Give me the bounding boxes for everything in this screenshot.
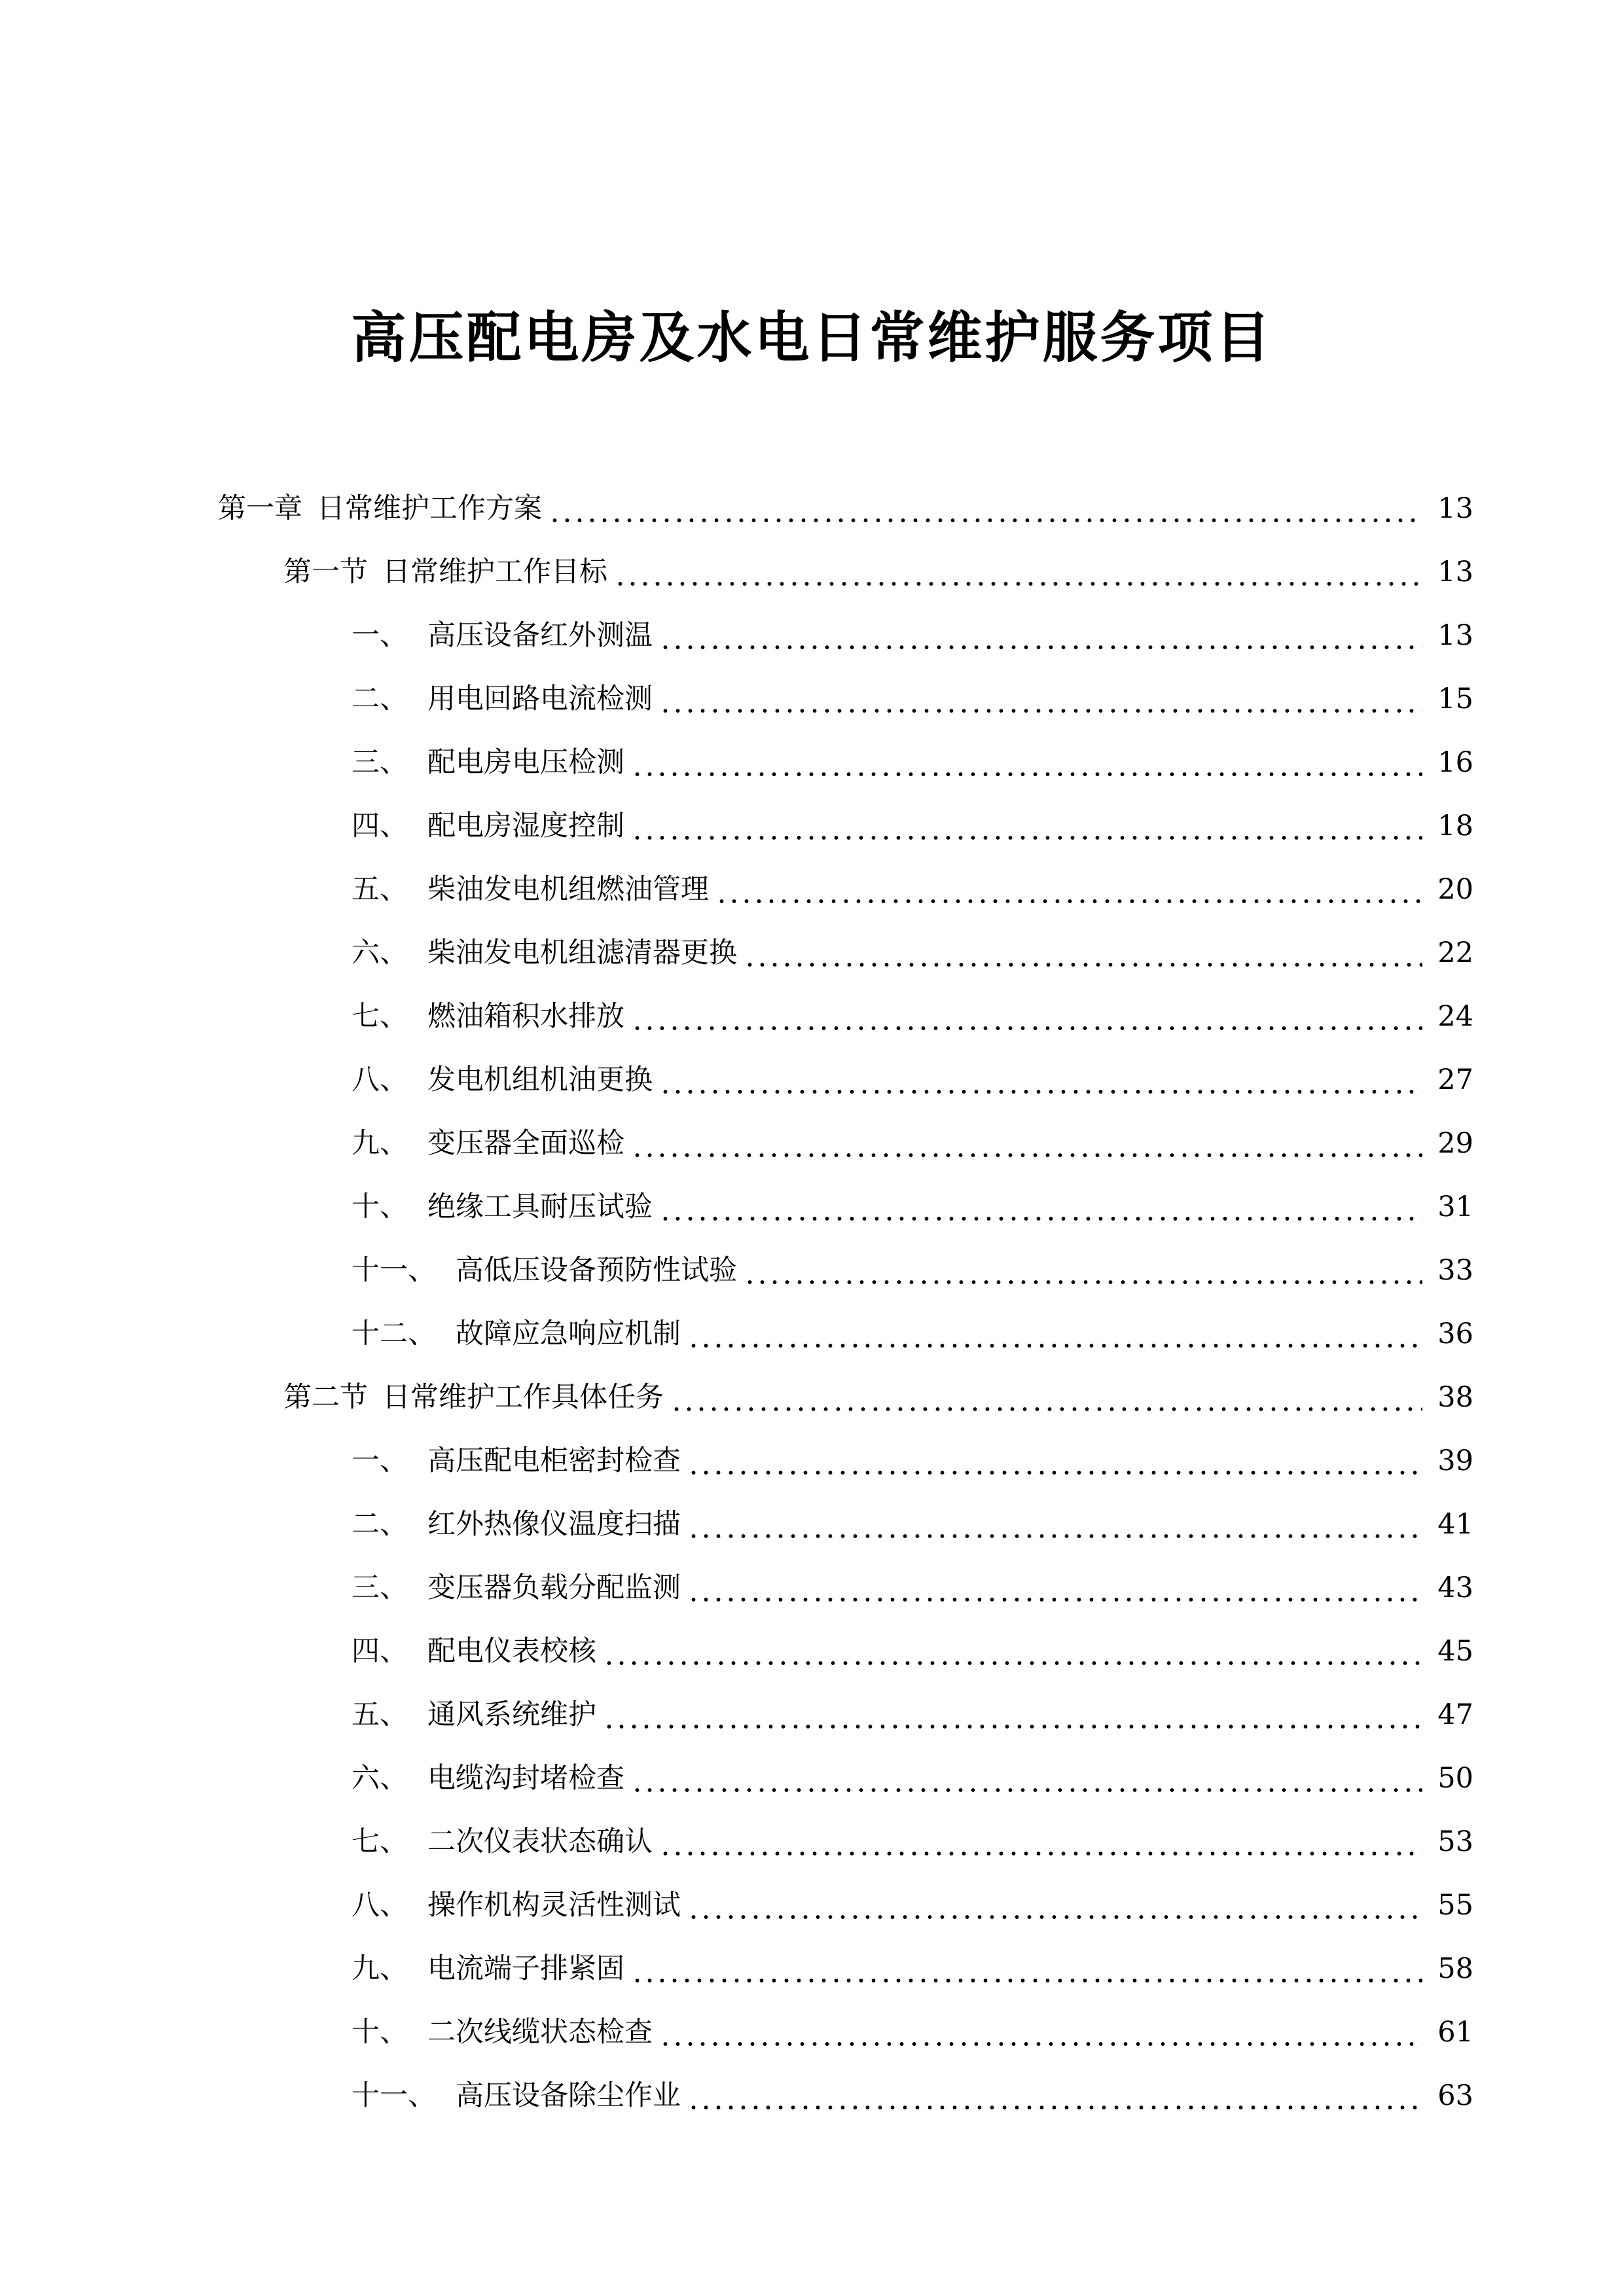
toc-entry-number: 第一章 [218,492,302,525]
toc-entry-page-number: 45 [1437,1635,1473,1668]
dot-leader [687,1498,1422,1551]
toc-entry-item[interactable] [352,1435,1473,1487]
toc-entry-page-number: 31 [1437,1191,1473,1223]
dot-leader [631,1943,1422,1995]
toc-entry-page-number: 24 [1437,1000,1473,1033]
dot-leader [715,863,1422,916]
dot-leader [659,2006,1422,2058]
toc-entry-page-number: 33 [1437,1254,1473,1287]
dot-leader [670,1371,1422,1424]
dot-leader [659,1816,1422,1868]
toc-entry-item[interactable] [352,1752,1473,1804]
toc-entry-item[interactable] [352,1498,1473,1551]
toc-entry-number: 八、 [352,1889,408,1922]
toc-entry-page-number: 29 [1437,1127,1473,1160]
toc-entry-label: 配电仪表校核 [427,1635,596,1668]
toc-entry-label: 高低压设备预防性试验 [456,1254,737,1287]
toc-entry-item[interactable] [352,736,1473,789]
dot-leader [744,1244,1422,1297]
toc-entry-label: 日常维护工作方案 [317,492,542,525]
toc-entry-label: 日常维护工作具体任务 [382,1381,664,1414]
toc-entry-item[interactable] [352,1816,1473,1868]
toc-entry-number: 第一节 [283,556,368,588]
toc-entry-page-number: 13 [1437,492,1473,525]
toc-entry-number: 一、 [352,1444,408,1477]
toc-entry-item[interactable] [352,2006,1473,2058]
toc-entry-label: 配电房电压检测 [427,746,624,779]
toc-entry-label: 变压器负载分配监测 [427,1571,681,1604]
toc-entry-number: 十一、 [352,1254,436,1287]
dot-leader [603,1625,1422,1677]
toc-entry-label: 柴油发电机组滤清器更换 [427,937,737,969]
toc-entry-page-number: 50 [1437,1762,1473,1795]
toc-entry-page-number: 41 [1437,1508,1473,1541]
toc-entry-item[interactable] [352,800,1473,852]
toc-entry-label: 用电回路电流检测 [427,683,653,715]
toc-entry-item[interactable] [352,2070,1473,2122]
document-title: 高压配电房及水电日常维护服务项目 [351,306,1273,370]
toc-entry-label: 高压设备红外测温 [427,619,653,652]
toc-entry-page-number: 61 [1437,2016,1473,2049]
toc-entry-label: 通风系统维护 [427,1698,596,1731]
dot-leader [687,1879,1422,1931]
dot-leader [659,1054,1422,1106]
toc-entry-number: 九、 [352,1952,408,1985]
toc-entry-item[interactable] [352,1943,1473,1995]
toc-entry-number: 二、 [352,1508,408,1541]
toc-entry-label: 电流端子排紧固 [427,1952,624,1985]
toc-entry-label: 二次仪表状态确认 [427,1825,653,1858]
toc-entry-page-number: 55 [1437,1889,1473,1922]
toc-entry-chapter-1[interactable] [218,482,1473,535]
toc-entry-page-number: 15 [1437,683,1473,715]
dot-leader [659,609,1422,662]
toc-entry-page-number: 13 [1437,556,1473,588]
dot-leader [631,800,1422,852]
toc-entry-number: 十二、 [352,1318,436,1350]
toc-entry-label: 红外热像仪温度扫描 [427,1508,681,1541]
toc-entry-item[interactable] [352,990,1473,1043]
toc-entry-number: 四、 [352,810,408,842]
dot-leader [631,736,1422,789]
toc-entry-section-2[interactable] [283,1371,1473,1424]
toc-entry-label: 高压设备除尘作业 [456,2079,681,2112]
dot-leader [687,2070,1422,2122]
toc-entry-number: 七、 [352,1000,408,1033]
toc-entry-section-1[interactable] [283,546,1473,598]
dot-leader [687,1308,1422,1360]
toc-entry-number: 七、 [352,1825,408,1858]
toc-entry-page-number: 22 [1437,937,1473,969]
dot-leader [631,990,1422,1043]
toc-entry-item[interactable] [352,1117,1473,1170]
toc-entry-number: 六、 [352,1762,408,1795]
toc-entry-number: 一、 [352,619,408,652]
toc-entry-page-number: 18 [1437,810,1473,842]
toc-entry-page-number: 16 [1437,746,1473,779]
toc-entry-number: 六、 [352,937,408,969]
toc-entry-number: 十、 [352,1191,408,1223]
toc-entry-page-number: 47 [1437,1698,1473,1731]
dot-leader [659,1181,1422,1233]
toc-entry-number: 八、 [352,1064,408,1096]
dot-leader [631,1752,1422,1804]
toc-entry-item[interactable] [352,927,1473,979]
toc-entry-page-number: 39 [1437,1444,1473,1477]
toc-entry-page-number: 27 [1437,1064,1473,1096]
toc-entry-label: 柴油发电机组燃油管理 [427,873,709,906]
dot-leader [659,673,1422,725]
toc-entry-item[interactable] [352,1562,1473,1614]
toc-entry-item[interactable] [352,1244,1473,1297]
toc-entry-number: 十一、 [352,2079,436,2112]
toc-entry-label: 高压配电柜密封检查 [427,1444,681,1477]
toc-entry-item[interactable] [352,1181,1473,1233]
toc-entry-label: 绝缘工具耐压试验 [427,1191,653,1223]
dot-leader [614,546,1422,598]
toc-entry-number: 五、 [352,873,408,906]
dot-leader [631,1117,1422,1170]
toc-entry-label: 变压器全面巡检 [427,1127,624,1160]
toc-entry-page-number: 38 [1437,1381,1473,1414]
toc-entry-page-number: 43 [1437,1571,1473,1604]
toc-entry-page-number: 63 [1437,2079,1473,2112]
toc-entry-label: 配电房湿度控制 [427,810,624,842]
toc-entry-number: 三、 [352,746,408,779]
toc-entry-label: 电缆沟封堵检查 [427,1762,624,1795]
toc-entry-item[interactable] [352,609,1473,662]
toc-entry-page-number: 36 [1437,1318,1473,1350]
toc-entry-item[interactable] [352,1879,1473,1931]
toc-entry-number: 三、 [352,1571,408,1604]
toc-entry-page-number: 58 [1437,1952,1473,1985]
table-of-contents [0,482,1624,2250]
toc-entry-label: 日常维护工作目标 [382,556,607,588]
toc-entry-number: 五、 [352,1698,408,1731]
toc-entry-number: 九、 [352,1127,408,1160]
toc-entry-label: 燃油箱积水排放 [427,1000,624,1033]
dot-leader [549,482,1422,535]
toc-entry-number: 第二节 [283,1381,368,1414]
dot-leader [744,927,1422,979]
toc-entry-page-number: 20 [1437,873,1473,906]
toc-entry-item[interactable] [352,673,1473,725]
toc-entry-label: 故障应急响应机制 [456,1318,681,1350]
toc-entry-number: 二、 [352,683,408,715]
toc-entry-page-number: 53 [1437,1825,1473,1858]
toc-entry-item[interactable] [352,863,1473,916]
toc-entry-item[interactable] [352,1308,1473,1360]
dot-leader [687,1562,1422,1614]
toc-entry-label: 操作机构灵活性测试 [427,1889,681,1922]
toc-entry-item[interactable] [352,1689,1473,1741]
dot-leader [603,1689,1422,1741]
toc-entry-number: 四、 [352,1635,408,1668]
toc-entry-item[interactable] [352,1625,1473,1677]
toc-entry-number: 十、 [352,2016,408,2049]
toc-entry-item[interactable] [352,1054,1473,1106]
toc-entry-page-number: 13 [1437,619,1473,652]
toc-entry-label: 发电机组机油更换 [427,1064,653,1096]
toc-entry-label: 二次线缆状态检查 [427,2016,653,2049]
dot-leader [687,1435,1422,1487]
